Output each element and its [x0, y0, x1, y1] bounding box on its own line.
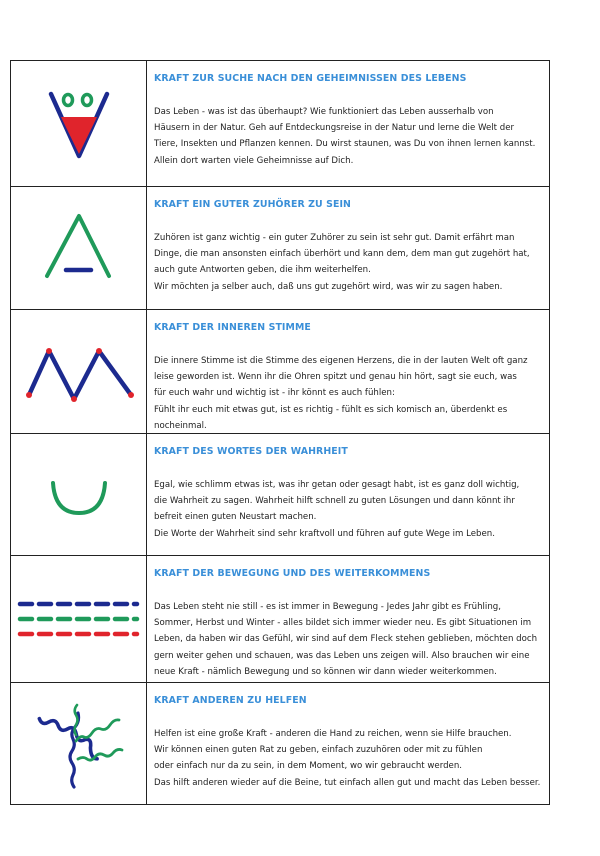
section-title: KRAFT EIN GUTER ZUHÖRER ZU SEIN — [154, 199, 351, 210]
body-line: auch gute Antworten geben, die ihm weiterhelfen. — [154, 265, 371, 276]
body-line: Die Worte der Wahrheit sind sehr kraftvoll und führen auf gute Wege im Leben. — [154, 528, 495, 539]
power-table — [10, 60, 550, 805]
body-line: Zuhören ist ganz wichtig - ein guter Zuhörer zu sein ist sehr gut. Damit erfährt man — [154, 233, 515, 243]
text-cell — [147, 556, 549, 682]
body-line: Dinge, die man ansonsten einfach überhört und kann dem, dem man gut zugehört hat, — [154, 249, 530, 260]
body-line: befreit einen guten Neustart machen. — [154, 512, 317, 523]
text-cell — [147, 310, 549, 433]
body-line: leise geworden ist. Wenn ihr die Ohren spitzt und genau hin hört, sagt sie euch, was — [154, 372, 517, 383]
section-row — [11, 682, 549, 804]
body-line: Wir möchten ja selber auch, daß uns gut zugehört wird, was wir zu sagen haben. — [154, 281, 503, 292]
wavy-hands-icon — [16, 699, 141, 789]
body-line: Helfen ist eine große Kraft - anderen die Hand zu reichen, wenn sie Hilfe brauchen. — [154, 729, 512, 739]
triangle-icon — [39, 208, 119, 288]
body-line: Tiere, Insekten und Pflanzen kennen. Du wirst staunen, was Du von ihnen lernen kannst. — [154, 139, 536, 150]
icon-cell — [11, 310, 147, 433]
body-line: Die innere Stimme ist die Stimme des eigenen Herzens, die in der lauten Welt oft ganz — [154, 356, 528, 366]
text-cell — [147, 61, 549, 186]
icon-cell — [11, 556, 147, 682]
body-line: Häusern in der Natur. Geh auf Entdeckungsreise in der Natur und lerne die Welt der — [154, 123, 515, 134]
body-line: die Wahrheit zu sagen. Wahrheit hilft schnell zu guten Lösungen und dann könnt ihr — [154, 496, 515, 507]
section-body — [154, 230, 541, 295]
body-line: Leben, da haben wir das Gefühl, wir sind auf dem Fleck stehen geblieben, möchten doch — [154, 634, 538, 645]
section-row — [11, 61, 549, 186]
section-row — [11, 309, 549, 433]
section-title: KRAFT DES WORTES DER WAHRHEIT — [154, 446, 348, 457]
section-title: KRAFT ZUR SUCHE NACH DEN GEHEIMNISSEN DES LEBENS — [154, 73, 467, 84]
icon-cell — [11, 683, 147, 804]
body-line: Egal, wie schlimm etwas ist, was ihr getan oder gesagt habt, ist es ganz doll wichtig, — [154, 480, 520, 490]
section-body — [154, 353, 541, 434]
section-body — [154, 104, 541, 169]
icon-cell — [11, 434, 147, 555]
section-row — [11, 433, 549, 555]
section-body — [154, 599, 541, 680]
v-face-icon — [39, 84, 119, 164]
section-body — [154, 477, 541, 542]
body-line: Wir können einen guten Rat zu geben, einfach zuzuhören oder mit zu fühlen — [154, 745, 483, 756]
body-line: neue Kraft - nämlich Bewegung und so können wir dann wieder weiterkommen. — [154, 666, 497, 677]
icon-cell — [11, 187, 147, 309]
icon-cell — [11, 61, 147, 186]
body-line: gern weiter gehen und schauen, was das Leben uns zeigen will. Also brauchen wir eine — [154, 650, 530, 661]
text-cell — [147, 683, 549, 804]
section-title: KRAFT DER BEWEGUNG UND DES WEITERKOMMENS — [154, 568, 431, 579]
body-line: Das Leben - was ist das überhaupt? Wie funktioniert das Leben ausserhalb von — [154, 107, 494, 117]
text-cell — [147, 434, 549, 555]
body-line: Das Leben steht nie still - es ist immer in Bewegung - Jedes Jahr gibt es Frühling, — [154, 602, 501, 612]
body-line: für euch wahr und wichtig ist - ihr könnt es auch fühlen: — [154, 388, 395, 399]
section-row — [11, 555, 549, 682]
text-cell — [147, 187, 549, 309]
body-line: oder einfach nur da zu sein, in dem Moment, wo wir gebraucht werden. — [154, 761, 462, 772]
body-line: Das hilft anderen wieder auf die Beine, tut einfach allen gut und macht das Leben besser. — [154, 777, 541, 788]
section-title: KRAFT ANDEREN ZU HELFEN — [154, 695, 307, 706]
smile-arc-icon — [39, 465, 119, 525]
body-line: nocheinmal. — [154, 420, 207, 431]
body-line: Fühlt ihr euch mit etwas gut, ist es richtig - fühlt es sich komisch an, überdenkt es — [154, 404, 508, 415]
section-title: KRAFT DER INNEREN STIMME — [154, 322, 311, 333]
dashed-lines-icon — [16, 594, 141, 644]
section-row — [11, 186, 549, 309]
body-line: Allein dort warten viele Geheimnisse auf Dich. — [154, 155, 354, 166]
section-body — [154, 726, 541, 791]
body-line: Sommer, Herbst und Winter - alles bildet sich immer wieder neu. Es gibt Situationen im — [154, 618, 532, 629]
zigzag-icon — [19, 337, 139, 407]
